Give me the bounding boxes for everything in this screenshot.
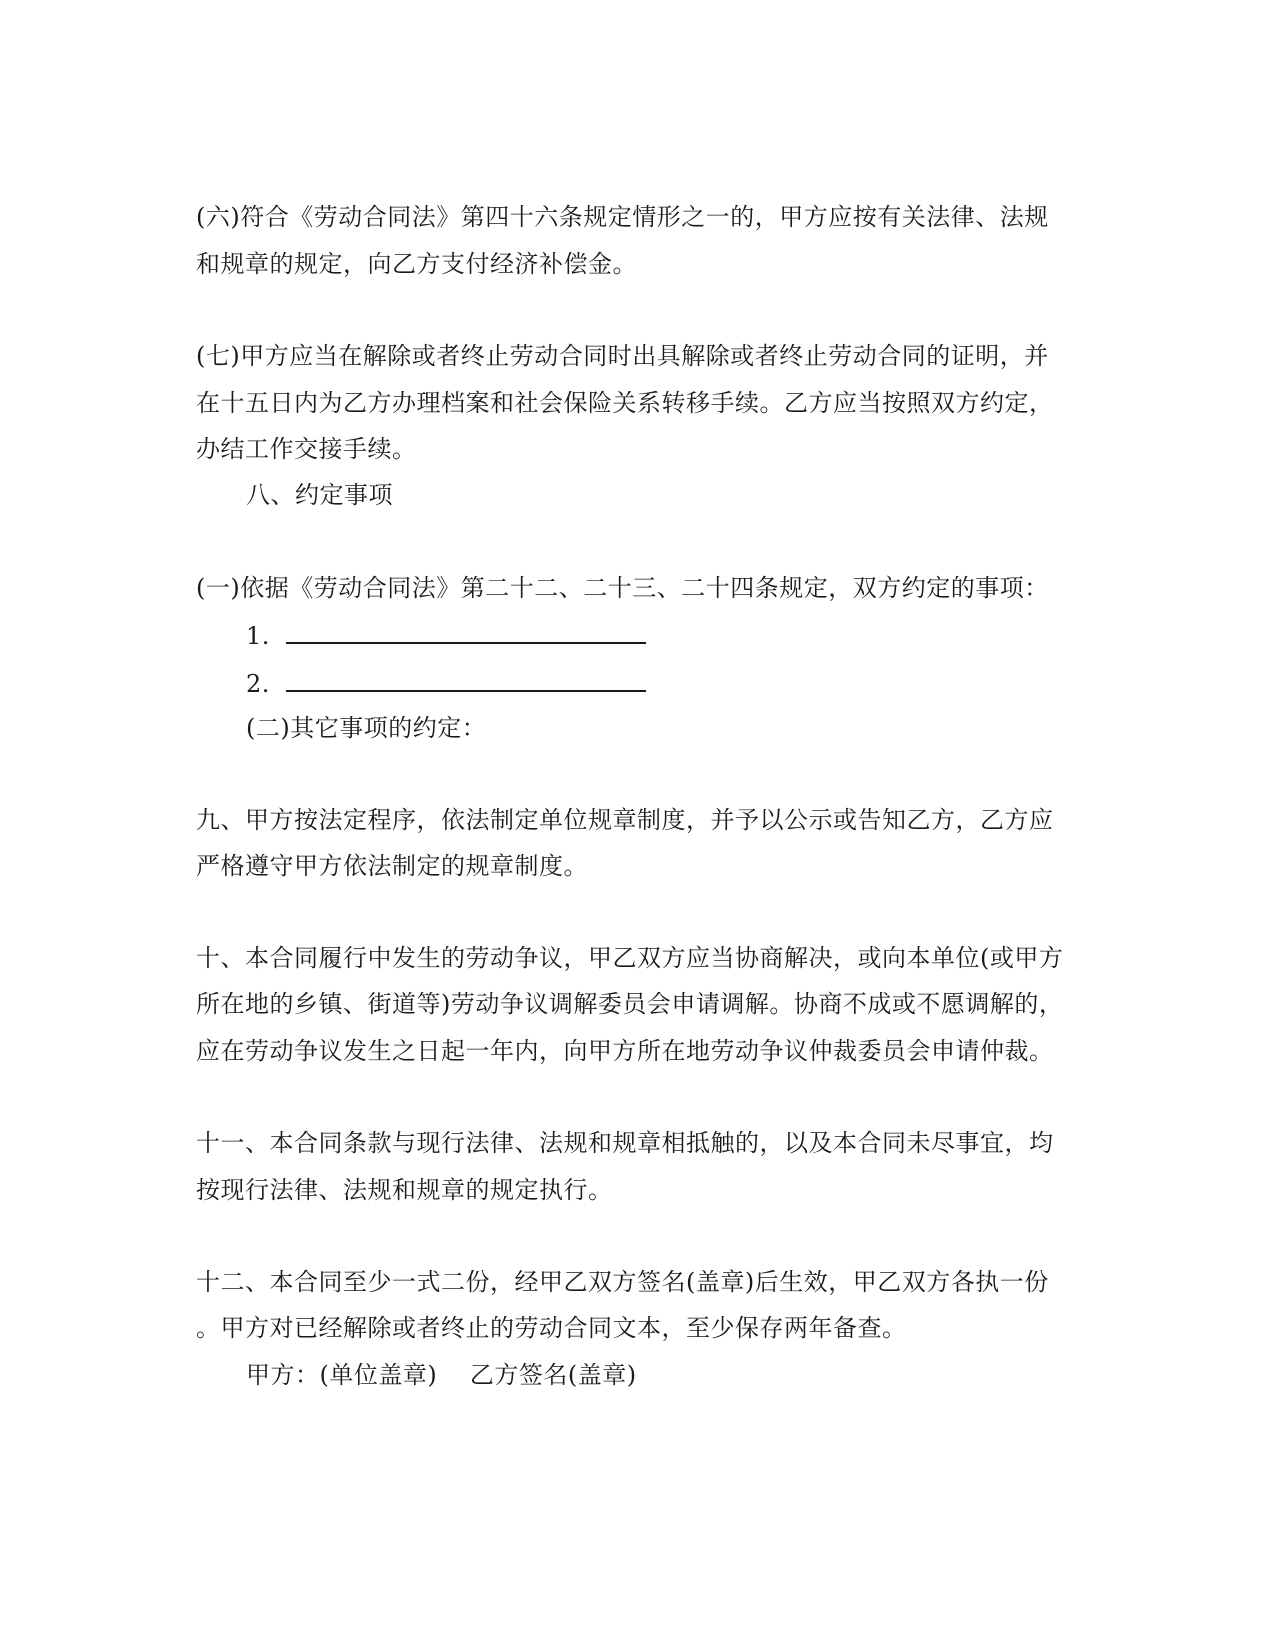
section-12-line-2: 。甲方对已经解除或者终止的劳动合同文本，至少保存两年备查。 [196, 1314, 907, 1342]
section-10-line-1: 十、本合同履行中发生的劳动争议，甲乙双方应当协商解决，或向本单位(或甲方 [196, 944, 1064, 972]
section-8-item-1: (一)依据《劳动合同法》第二十二、二十三、二十四条规定，双方约定的事项： [196, 574, 1049, 602]
section-9-line-1: 九、甲方按法定程序，依法制定单位规章制度，并予以公示或告知乙方，乙方应 [196, 806, 1054, 834]
section-9-line-2: 严格遵守甲方依法制定的规章制度。 [196, 852, 588, 880]
section-11-line-1: 十一、本合同条款与现行法律、法规和规章相抵触的，以及本合同未尽事宜，均 [196, 1129, 1054, 1157]
blank-line-1 [286, 620, 646, 644]
section-10-line-3: 应在劳动争议发生之日起一年内，向甲方所在地劳动争议仲裁委员会申请仲裁。 [196, 1037, 1054, 1065]
blank-item-1 [246, 620, 646, 652]
clause-6-line-1: (六)符合《劳动合同法》第四十六条规定情形之一的，甲方应按有关法律、法规 [196, 203, 1049, 231]
blank-item-1-number: 1. [246, 622, 270, 650]
clause-6-line-2: 和规章的规定，向乙方支付经济补偿金。 [196, 250, 637, 278]
signature-line: 甲方：(单位盖章) 乙方签名(盖章) [246, 1361, 637, 1389]
blank-item-2 [246, 668, 646, 700]
section-8-item-2: (二)其它事项的约定： [246, 714, 487, 742]
section-10-line-2: 所在地的乡镇、街道等)劳动争议调解委员会申请调解。协商不成或不愿调解的， [196, 990, 1064, 1018]
blank-item-2-number: 2. [246, 670, 270, 698]
clause-7-line-1: (七)甲方应当在解除或者终止劳动合同时出具解除或者终止劳动合同的证明，并 [196, 342, 1049, 370]
section-8-heading: 八、约定事项 [246, 481, 393, 509]
section-12-line-1: 十二、本合同至少一式二份，经甲乙双方签名(盖章)后生效，甲乙双方各执一份 [196, 1268, 1049, 1296]
section-11-line-2: 按现行法律、法规和规章的规定执行。 [196, 1176, 613, 1204]
clause-7-line-3: 办结工作交接手续。 [196, 435, 417, 463]
blank-line-2 [286, 668, 646, 692]
clause-7-line-2: 在十五日内为乙方办理档案和社会保险关系转移手续。乙方应当按照双方约定， [196, 389, 1054, 417]
